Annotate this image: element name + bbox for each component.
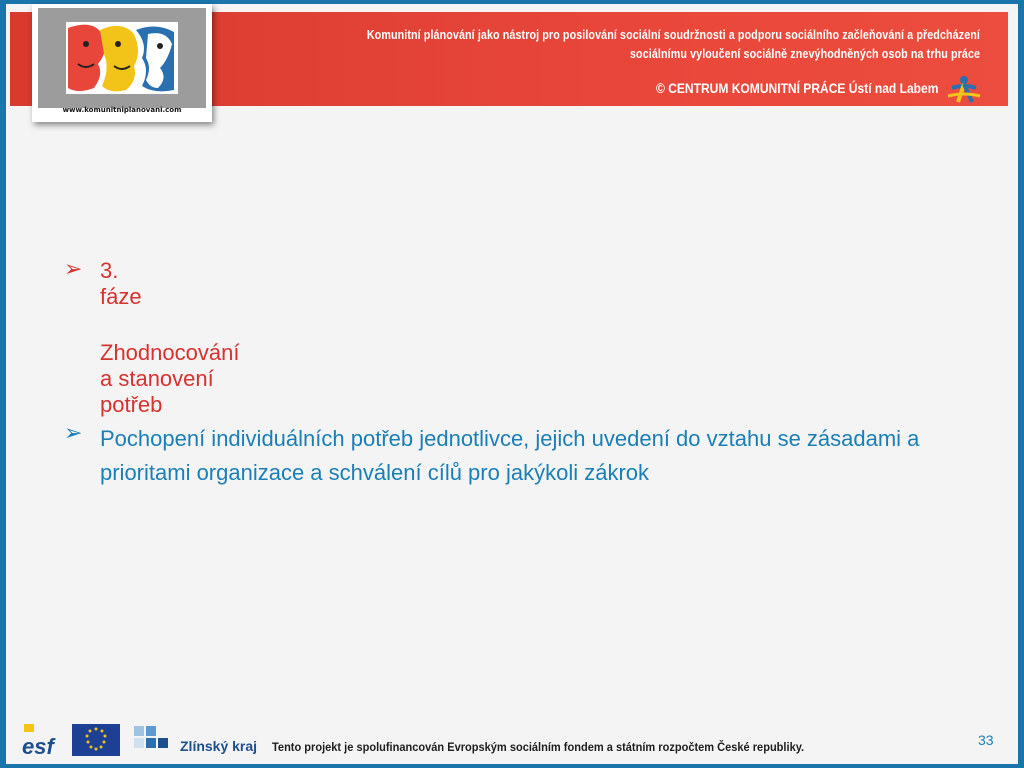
logo-graphic bbox=[38, 8, 206, 108]
phase-subtitle: Zhodnocování a stanovení potřeb bbox=[100, 340, 240, 417]
esf-text: esf bbox=[22, 734, 54, 759]
header-title-line2: sociálnímu vyloučení sociálně znevýhodněných osob na trhu práce bbox=[629, 47, 980, 61]
footer-logos bbox=[16, 720, 176, 760]
bullet-arrow-icon: ➢ bbox=[64, 256, 83, 281]
page-number: 33 bbox=[978, 732, 994, 748]
esf-eu-logos-icon bbox=[16, 720, 176, 760]
description-paragraph: Pochopení individuálních potřeb jednotlivce, jejich uvedení do vztahu se zásadami a prioritami organizace a schválení cílů pro jakýkoli zákrok bbox=[100, 426, 920, 485]
logo-url: www.komunitniplanovani.com bbox=[62, 106, 182, 114]
faces-icon bbox=[38, 8, 206, 108]
bullet-arrow-icon: ➢ bbox=[64, 420, 83, 445]
region-label: Zlínský kraj bbox=[180, 738, 258, 754]
funding-notice: Tento projekt je spolufinancován Evropským sociálním fondem a státním rozpočtem České republiky. bbox=[272, 740, 805, 754]
header-copyright: © CENTRUM KOMUNITNÍ PRÁCE Ústí nad Labem bbox=[655, 80, 938, 96]
header-title-line1: Komunitní plánování jako nástroj pro posilování sociální soudržnosti a podporu sociálního začleňování a předcházení bbox=[366, 28, 980, 42]
project-logo bbox=[32, 4, 212, 122]
ckp-logo-icon bbox=[946, 74, 982, 104]
phase-title: 3. fáze bbox=[100, 258, 142, 309]
